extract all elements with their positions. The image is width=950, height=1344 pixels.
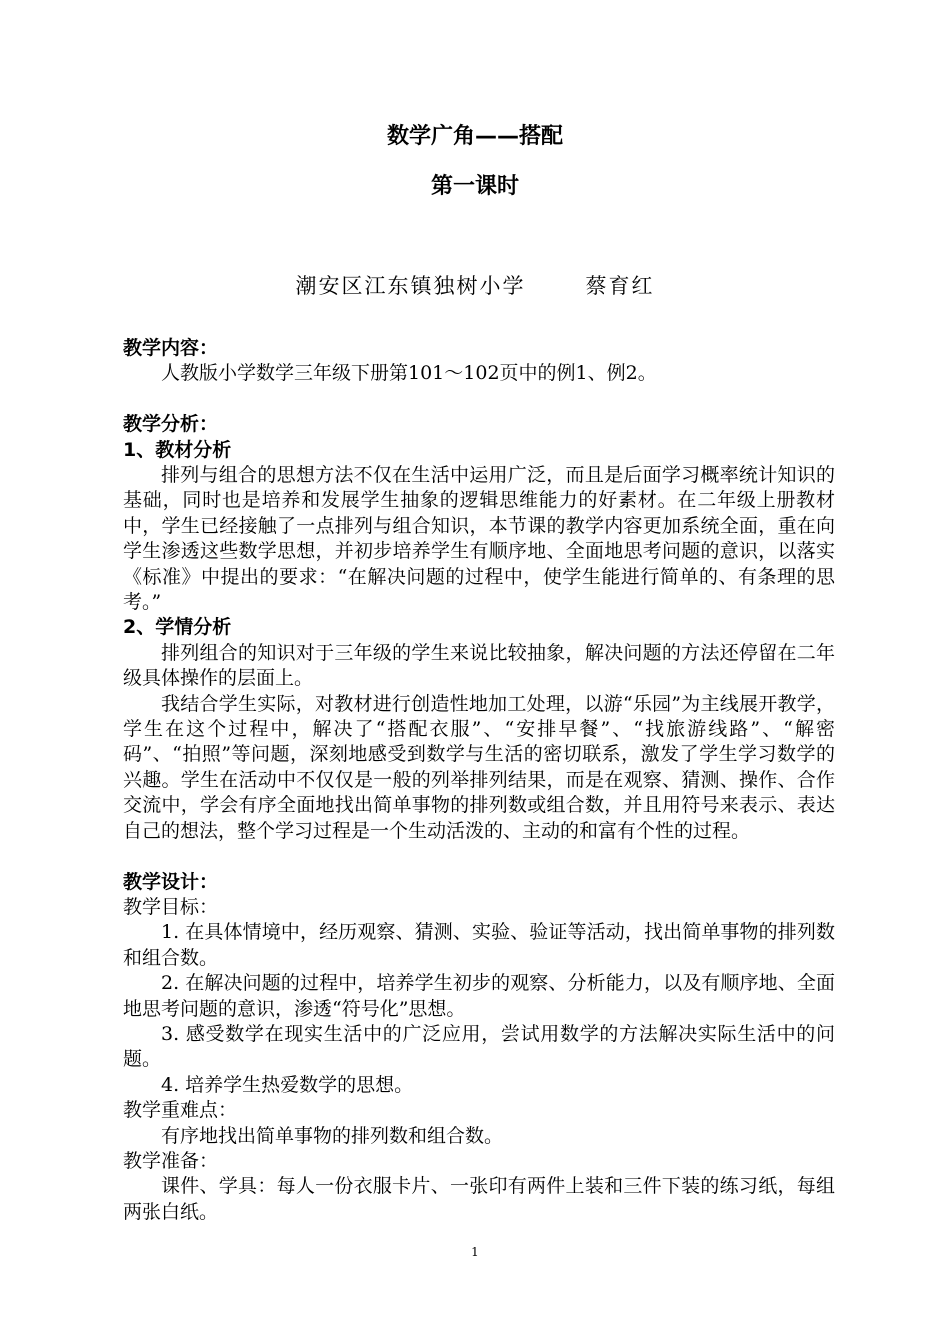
document-subtitle: 第一课时 bbox=[430, 174, 519, 199]
goal-item-1: 1. 在具体情境中，经历观察、猜测、实验、验证等活动，找出简单事物的排列数和组合数。 bbox=[123, 921, 835, 969]
goal-item-3: 3. 感受数学在现实生活中的广泛应用，尝试用数学的方法解决实际生活中的问题。 bbox=[123, 1022, 835, 1071]
paragraph-key-points: 有序地找出简单事物的排列数和组合数。 bbox=[161, 1124, 504, 1147]
paragraph-student-analysis-2: 我结合学生实际，对教材进行创造性地加工处理，以游“乐园”为主线展开教学，学生在这个过程中，解决了“搭配衣服”、“安排早餐”、“找旅游线路”、“解密码”、“拍照”等问题，深刻地感受到数学与生活的密切联系，激发了学生学习数学的兴趣。学生在活动中不仅仅是一般的列举排列结果，而是在观察、猜测、操作、合作交流中，学会有序全面地找出简单事物的排列数或组合数，并且用符号来表示、表达自己的想法，整个学习过程是一个生动活泼的、主动的和富有个性的过程。 bbox=[123, 692, 835, 842]
heading-teaching-design: 教学设计： bbox=[123, 870, 219, 893]
author-line bbox=[0, 271, 950, 301]
spacer bbox=[123, 844, 835, 869]
page-number: 1 bbox=[471, 1245, 479, 1259]
label-key-points: 教学重难点： bbox=[123, 1099, 238, 1122]
heading-material-analysis: 1、教材分析 bbox=[123, 438, 232, 461]
author-name: 蔡育红 bbox=[585, 274, 655, 298]
goal-item-4: 4. 培养学生热爱数学的思想。 bbox=[161, 1073, 414, 1096]
document-title: 数学广角——搭配 bbox=[386, 124, 563, 149]
heading-teaching-analysis: 教学分析： bbox=[123, 413, 219, 436]
paragraph-teaching-content: 人教版小学数学三年级下册第101～102页中的例1、例2。 bbox=[161, 362, 657, 385]
paragraph-preparation: 课件、学具：每人一份衣服卡片、一张印有两件上装和三件下装的练习纸，每组两张白纸。 bbox=[123, 1175, 835, 1223]
document-body bbox=[123, 336, 835, 1225]
goal-item-2: 2. 在解决问题的过程中，培养学生初步的观察、分析能力，以及有顺序地、全面地思考问题的意识，渗透“符号化”思想。 bbox=[123, 972, 835, 1020]
spacer bbox=[123, 387, 835, 412]
heading-teaching-content: 教学内容： bbox=[123, 337, 219, 359]
school-name: 潮安区江东镇独树小学 bbox=[295, 274, 526, 298]
paragraph-material-analysis: 排列与组合的思想方法不仅在生活中运用广泛，而且是后面学习概率统计知识的基础，同时也是培养和发展学生抽象的逻辑思维能力的好素材。在二年级上册教材中，学生已经接触了一点排列与组合知识，本节课的教学内容更加系统全面，重在向学生渗透这些数学思想，并初步培养学生有顺序地、全面地思考问题的意识，以落实《标准》中提出的要求：“在解决问题的过程中，使学生能进行简单的、有条理的思考。” bbox=[123, 464, 835, 614]
heading-student-analysis: 2、学情分析 bbox=[123, 616, 232, 639]
label-preparation: 教学准备： bbox=[123, 1149, 219, 1172]
label-teaching-goals: 教学目标： bbox=[123, 895, 219, 918]
paragraph-student-analysis-1: 排列组合的知识对于三年级的学生来说比较抽象，解决问题的方法还停留在二年级具体操作的层面上。 bbox=[123, 641, 835, 690]
